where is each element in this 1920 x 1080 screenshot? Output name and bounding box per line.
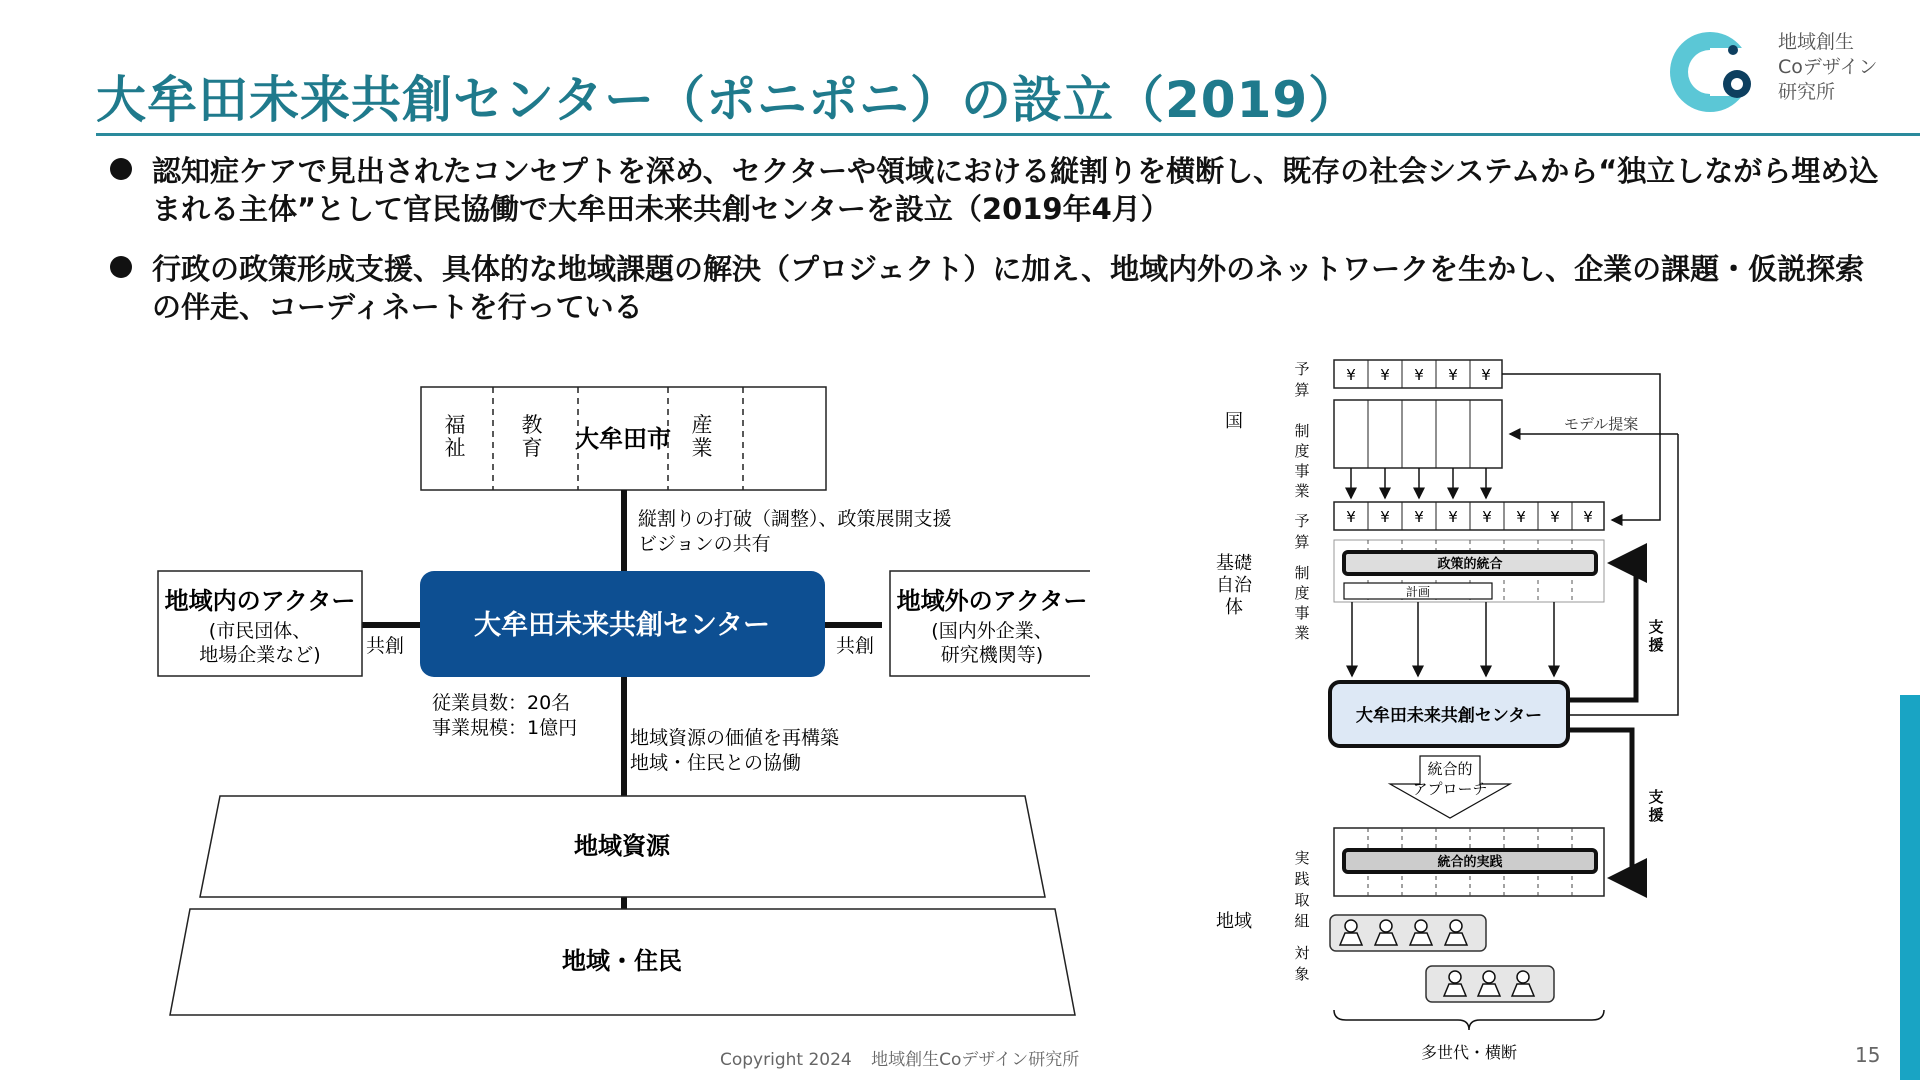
person-icon <box>1449 971 1461 983</box>
logo-line: Coデザイン <box>1778 56 1878 78</box>
support-label: 援 <box>1648 636 1664 654</box>
row-label-national: 国 <box>1225 411 1243 432</box>
side-label-system: 度 <box>1294 584 1310 602</box>
side-label-system: 業 <box>1294 482 1310 500</box>
outer-actor-sub: (国内外企業、 <box>931 620 1053 642</box>
row-label-region: 地域 <box>1216 911 1252 932</box>
side-label-system: 制 <box>1294 564 1310 582</box>
side-label-budget: 算 <box>1294 381 1310 399</box>
copyright-org: 地域創生Coデザイン研究所 <box>871 1050 1080 1070</box>
side-label-practice: 取 <box>1294 891 1310 909</box>
bullet-item <box>110 250 1880 326</box>
row-label-municipal: 基礎 <box>1216 553 1252 574</box>
person-icon <box>1380 920 1392 932</box>
downward-arrows <box>1351 468 1486 498</box>
yen-cell: ¥ <box>1448 508 1458 526</box>
logo-line: 地域創生 <box>1778 31 1855 53</box>
layer-resources-label: 地域資源 <box>574 832 670 860</box>
yen-cell: ¥ <box>1583 508 1593 526</box>
person-icon <box>1517 971 1529 983</box>
integrated-practice-label: 統合的実践 <box>1437 855 1503 870</box>
yen-cell: ¥ <box>1481 366 1491 384</box>
side-label-system: 度 <box>1294 442 1310 460</box>
person-icon <box>1415 920 1427 932</box>
row-label-municipal: 体 <box>1225 597 1243 618</box>
policy-integration-label: 政策的統合 <box>1437 557 1503 572</box>
co-creation-label: 共創 <box>366 635 405 657</box>
yen-cell: ¥ <box>1346 366 1356 384</box>
inner-actor-title: 地域内のアクター <box>164 587 356 615</box>
national-system-columns <box>1334 400 1502 468</box>
logo-text <box>1778 30 1878 105</box>
yen-cell: ¥ <box>1550 508 1560 526</box>
model-proposal-label: モデル提案 <box>1564 415 1639 433</box>
person-icon <box>1345 920 1357 932</box>
municipal-budget-row <box>1334 502 1604 530</box>
organization-diagram <box>150 375 1090 1020</box>
support-label: 支 <box>1648 618 1664 636</box>
national-budget-row <box>1334 360 1502 388</box>
yen-cell: ¥ <box>1482 508 1492 526</box>
outer-actor-sub: 研究機関等) <box>940 644 1044 666</box>
side-label-system: 事 <box>1294 604 1310 622</box>
side-label-budget: 予 <box>1294 512 1310 530</box>
support-label: 援 <box>1648 806 1664 824</box>
yen-cell: ¥ <box>1380 508 1390 526</box>
brace <box>1334 1010 1604 1030</box>
co-creation-label: 共創 <box>836 635 875 657</box>
downward-arrows <box>1352 602 1554 676</box>
sector-industry: 業 <box>691 436 713 460</box>
side-label-system: 事 <box>1294 462 1310 480</box>
bullet-text: 行政の政策形成支援、具体的な地域課題の解決（プロジェクト）に加え、地域内外のネットワークを生かし、企業の課題・仮説探索の伴走、コーディネートを行っている <box>152 252 1865 324</box>
model-proposal-line <box>1502 374 1660 520</box>
center-name: 大牟田未来共創センター <box>474 610 770 641</box>
side-label-practice: 践 <box>1294 870 1310 888</box>
stat-scale: 事業規模：1億円 <box>432 717 578 739</box>
city-name: 大牟田市 <box>575 425 671 453</box>
side-label-target: 象 <box>1294 965 1310 983</box>
side-label-practice: 組 <box>1294 912 1310 930</box>
sector-education: 教 <box>521 413 543 437</box>
outer-actor-title: 地域外のアクター <box>896 587 1088 615</box>
bullet-dot <box>110 158 132 180</box>
support-label: 支 <box>1648 788 1664 806</box>
footer-copyright <box>720 1045 1079 1070</box>
side-label-system: 業 <box>1294 624 1310 642</box>
inner-actor-sub: (市民団体、 <box>208 620 312 642</box>
integrated-approach-label: アプローチ <box>1412 780 1488 798</box>
side-label-budget: 算 <box>1294 533 1310 551</box>
sector-education: 育 <box>521 436 543 460</box>
top-link-text: ビジョンの共有 <box>638 533 771 555</box>
bottom-link-text: 地域資源の価値を再構築 <box>630 727 840 749</box>
top-link-text: 縦割りの打破（調整）、政策展開支援 <box>638 508 952 530</box>
center-name: 大牟田未来共創センター <box>1355 706 1543 726</box>
title-underline <box>96 133 1920 136</box>
bullet-text: 認知症ケアで見出されたコンセプトを深め、セクターや領域における縦割りを横断し、既存の社会システムから“独立しながら埋め込まれる主体”として官民協働で大牟田未来共創センターを設立（2019年4月） <box>152 154 1879 226</box>
row-label-municipal: 自治 <box>1216 575 1252 596</box>
sector-welfare: 福 <box>444 413 466 437</box>
yen-cell: ¥ <box>1414 366 1424 384</box>
side-label-target: 対 <box>1294 944 1310 962</box>
page-title: 大牟田未来共創センター（ポニポニ）の設立（2019） <box>96 71 1360 129</box>
copyright-text: Copyright 2024 <box>720 1050 852 1070</box>
plan-label: 計画 <box>1405 585 1431 599</box>
page-number: 15 <box>1855 1043 1881 1067</box>
yen-cell: ¥ <box>1516 508 1526 526</box>
bottom-link-text: 地域・住民との協働 <box>630 752 802 774</box>
side-labels <box>1294 360 1309 983</box>
yen-cell: ¥ <box>1346 508 1356 526</box>
bullet-item <box>110 152 1880 228</box>
yen-cell: ¥ <box>1448 366 1458 384</box>
integrated-approach-label: 統合的 <box>1427 760 1473 778</box>
logo-line: 研究所 <box>1778 81 1836 103</box>
stat-employees: 従業員数：20名 <box>432 692 571 714</box>
side-label-system: 制 <box>1294 422 1310 440</box>
yen-cell: ¥ <box>1380 366 1390 384</box>
bullet-dot <box>110 256 132 278</box>
person-icon <box>1450 920 1462 932</box>
yen-cell: ¥ <box>1414 508 1424 526</box>
side-label-practice: 実 <box>1294 849 1310 867</box>
policy-structure-diagram <box>1200 350 1700 1070</box>
layer-residents-label: 地域・住民 <box>562 947 682 975</box>
person-icon <box>1483 971 1495 983</box>
footer-label: 多世代・横断 <box>1420 1043 1518 1062</box>
person-icons <box>1444 971 1534 996</box>
sector-industry: 産 <box>691 413 713 437</box>
side-accent-bar <box>1900 695 1920 1080</box>
inner-actor-sub: 地場企業など) <box>199 644 321 666</box>
sector-welfare: 祉 <box>444 436 466 460</box>
side-label-budget: 予 <box>1294 360 1310 378</box>
